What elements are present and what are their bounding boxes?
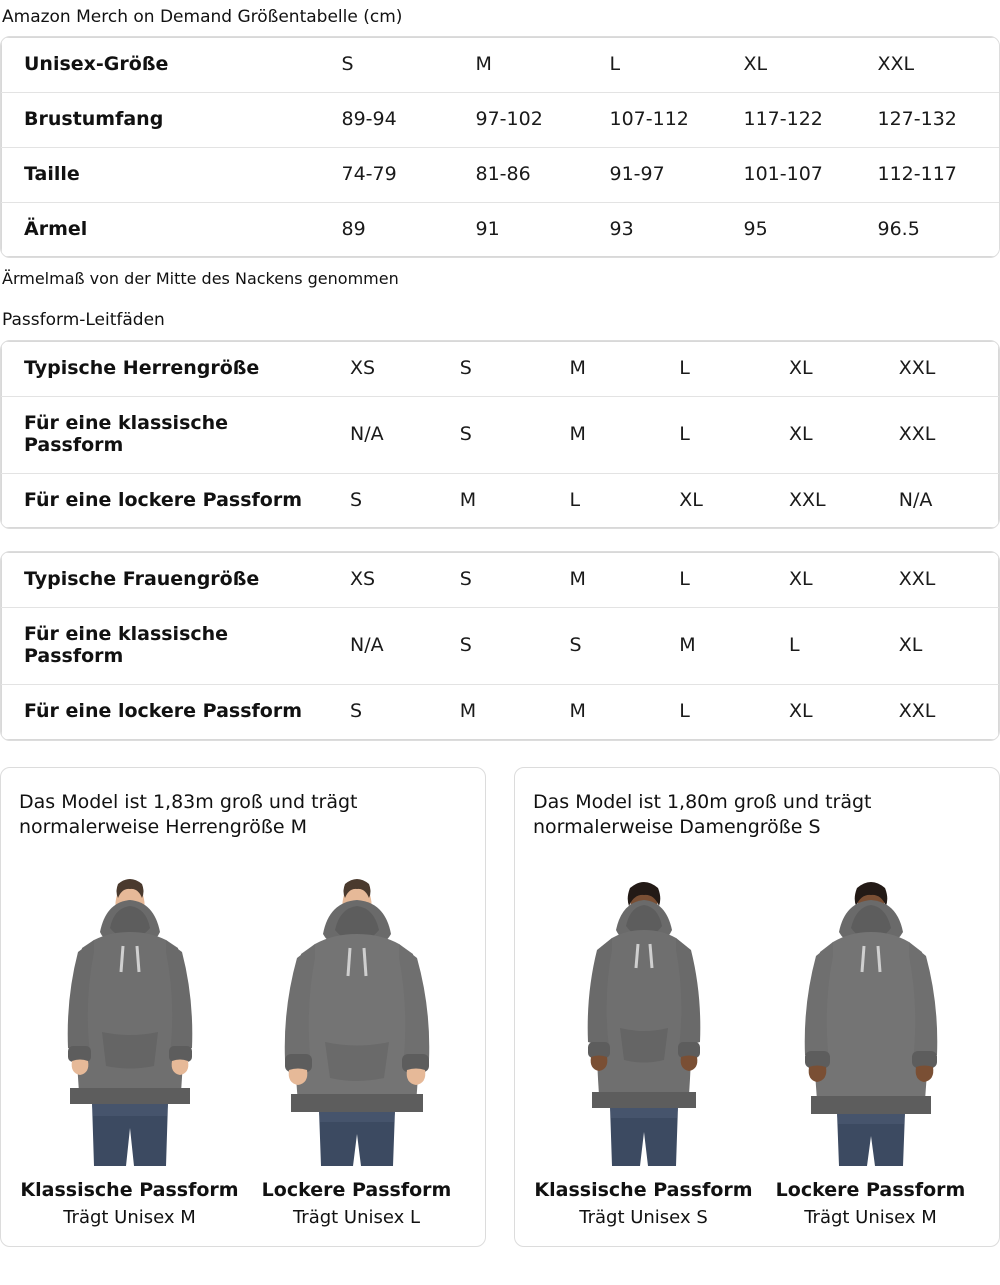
model-cards (0, 741, 1000, 1247)
cell: M (559, 553, 669, 608)
cell: L (779, 608, 889, 685)
cell: S (349, 699, 363, 722)
unisex-size-table-wrapper (0, 36, 1000, 258)
cell: N/A (340, 608, 450, 685)
table-row (2, 342, 999, 397)
cell: XXL (889, 342, 999, 397)
row-label: Typische Frauengröße (2, 553, 340, 608)
cell: 89 (341, 217, 366, 240)
sleeve-measurement-note: Ärmelmaß von der Mitte des Nackens genommen (2, 269, 399, 289)
male-classic-fit-figure (19, 866, 240, 1230)
fit-size: Trägt Unisex L (292, 1207, 421, 1229)
cell: 117-122 (734, 92, 868, 147)
table-row (2, 684, 999, 739)
cell: M (466, 38, 600, 93)
cell: M (459, 699, 477, 722)
cell: 112-117 (868, 147, 1000, 202)
female-classic-hoodie-illustration (544, 866, 744, 1166)
row-label: Typische Herrengröße (2, 342, 340, 397)
cell: XXL (868, 38, 1000, 93)
female-figures (533, 851, 981, 1230)
womens-fit-table-wrapper (0, 551, 1000, 740)
cell: L (600, 38, 734, 93)
cell: S (332, 38, 466, 93)
table-row (2, 202, 1000, 257)
row-label: Für eine klassische Passform (2, 396, 340, 473)
cell: XL (734, 38, 868, 93)
cell: XL (889, 608, 999, 685)
cell: 101-107 (734, 147, 868, 202)
cell: 91 (475, 217, 500, 240)
cell: 107-112 (600, 92, 734, 147)
cell: XL (679, 488, 703, 511)
cell: N/A (340, 396, 450, 473)
female-relaxed-hoodie-illustration (771, 866, 971, 1166)
cell: L (669, 342, 779, 397)
mens-fit-table-wrapper (0, 340, 1000, 529)
cell: XXL (889, 396, 999, 473)
cell: M (559, 342, 669, 397)
fit-name: Lockere Passform (261, 1178, 452, 1201)
table-row (2, 608, 999, 685)
cell: 81-86 (466, 147, 600, 202)
male-model-description: Das Model ist 1,83m groß und trägt normalerweise Herrengröße M (19, 790, 358, 839)
table-row (2, 147, 1000, 202)
female-relaxed-fit-figure (760, 866, 981, 1230)
cell: 91-97 (600, 147, 734, 202)
cell: S (559, 608, 669, 685)
cell: M (459, 488, 477, 511)
fit-size: Trägt Unisex M (804, 1207, 937, 1229)
fit-name: Klassische Passform (20, 1178, 239, 1201)
cell: 97-102 (466, 92, 600, 147)
fit-name: Lockere Passform (775, 1178, 966, 1201)
cell: M (669, 608, 779, 685)
mens-fit-table (1, 341, 999, 528)
cell: M (569, 699, 586, 722)
fit-size: Trägt Unisex M (63, 1207, 196, 1229)
table-row (2, 92, 1000, 147)
cell: 127-132 (868, 92, 1000, 147)
female-relaxed-fit-caption (776, 1178, 966, 1230)
cell: XL (788, 699, 813, 722)
male-relaxed-fit-caption (262, 1178, 452, 1230)
cell: M (559, 396, 669, 473)
cell: 93 (609, 217, 634, 240)
row-label: Brustumfang (2, 92, 332, 147)
table-row (2, 38, 1000, 93)
cell: XL (779, 342, 889, 397)
cell: 89-94 (332, 92, 466, 147)
female-model-card (514, 767, 1000, 1247)
cell: L (669, 396, 779, 473)
cell: L (679, 699, 690, 722)
womens-fit-table (1, 552, 999, 739)
cell: XXL (788, 488, 826, 511)
cell: S (450, 396, 560, 473)
fit-size: Trägt Unisex S (579, 1207, 708, 1229)
cell: XL (779, 396, 889, 473)
cell: L (569, 488, 581, 511)
male-model-card (0, 767, 486, 1247)
fit-name: Klassische Passform (534, 1178, 753, 1201)
cell: N/A (898, 488, 933, 511)
male-figures (19, 851, 467, 1230)
cell: XS (340, 342, 450, 397)
table-row (2, 473, 999, 528)
male-classic-hoodie-illustration (30, 866, 230, 1166)
female-model-description: Das Model ist 1,80m groß und trägt normalerweise Damengröße S (533, 790, 872, 839)
cell: S (450, 608, 560, 685)
cell: 74-79 (332, 147, 466, 202)
cell: 95 (743, 217, 768, 240)
cell: XS (340, 553, 450, 608)
row-label: Für eine klassische Passform (2, 608, 340, 685)
table-row (2, 553, 999, 608)
row-label: Für eine lockere Passform (24, 488, 303, 511)
cell: S (349, 488, 363, 511)
row-label: Für eine lockere Passform (24, 699, 303, 722)
cell: 96.5 (877, 217, 920, 240)
row-label: Unisex-Größe (2, 38, 332, 93)
cell: XXL (889, 553, 999, 608)
cell: S (450, 553, 560, 608)
cell: L (669, 553, 779, 608)
unisex-size-table (1, 37, 1000, 257)
male-relaxed-fit-figure (246, 866, 467, 1230)
female-classic-fit-figure (533, 866, 754, 1230)
row-label: Ärmel (24, 217, 88, 240)
fit-guides-label: Passform-Leitfäden (2, 310, 165, 331)
cell: XXL (898, 699, 936, 722)
row-label: Taille (2, 147, 332, 202)
table-row (2, 396, 999, 473)
cell: S (450, 342, 560, 397)
male-relaxed-hoodie-illustration (257, 866, 457, 1166)
page-title: Amazon Merch on Demand Größentabelle (cm) (2, 7, 403, 27)
male-classic-fit-caption (20, 1178, 238, 1230)
female-classic-fit-caption (534, 1178, 752, 1230)
cell: XL (779, 553, 889, 608)
